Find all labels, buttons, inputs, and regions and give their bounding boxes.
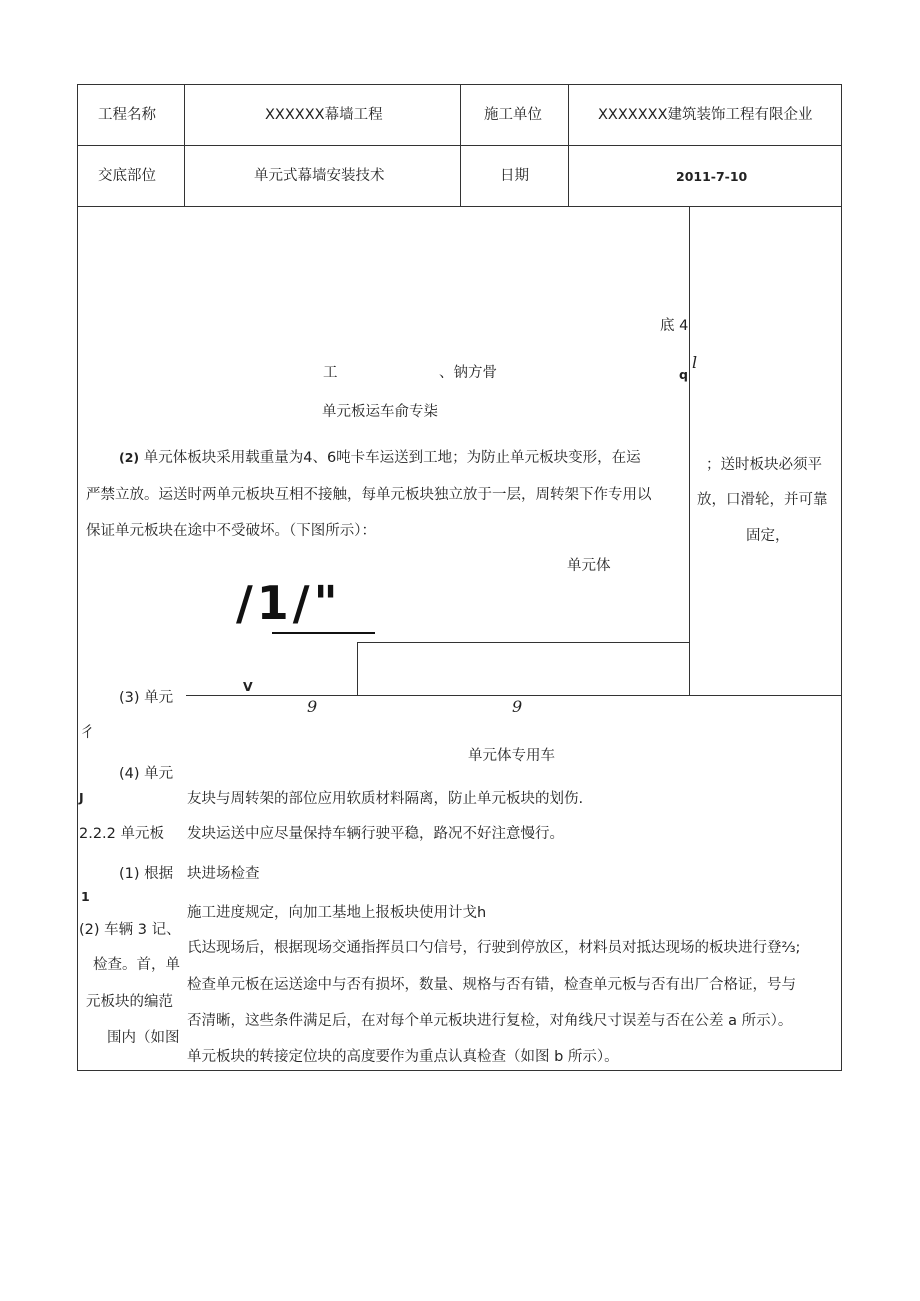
para2-line3: 保证单元板块在途中不受破坏。（下图所示）： xyxy=(86,523,376,539)
para4: (4) 单元 xyxy=(119,766,174,782)
table-border-right xyxy=(841,84,842,1071)
fragment-di4: 底 4 xyxy=(660,318,689,334)
text-height: 单元板块的转接定位块的高度要作为重点认真检查（如图 b 所示）。 xyxy=(187,1049,619,1065)
date-value: 2011-7-10 xyxy=(676,169,748,184)
text-schedule: 施工进度规定，向加工基地上报板块使用计戈h xyxy=(187,905,487,921)
col-divider-1 xyxy=(184,84,185,206)
para2-line1 xyxy=(119,449,641,467)
fragment-1: 1 xyxy=(81,889,90,904)
text-soft-material: 友块与周转架的部位应用软质材料隔离，防止单元板块的划伤. xyxy=(187,791,584,807)
contractor-value: XXXXXXX建筑装饰工程有限企业 xyxy=(598,107,813,123)
caption-unit-car: 单元体专用车 xyxy=(468,748,555,764)
text-check-damage: 检查单元板在运送途中与否有损坏，数量、规格与否有错，检查单元板与否有出厂合格证，号与 xyxy=(187,977,796,993)
table-border-bottom xyxy=(77,1070,842,1071)
side-note-line1: ；送时板块必须平 xyxy=(706,457,822,473)
left-check: 检查。首，单 xyxy=(93,957,180,973)
fragment-yi: 彳 xyxy=(80,725,95,741)
fragment-slash: l xyxy=(692,353,698,372)
text-clear: 否清晰，这些条件满足后，在对每个单元板块进行复检，对角线尺寸误差与否在公差 a 所示）。 xyxy=(187,1013,793,1029)
left-range: 围内（如图 xyxy=(107,1030,180,1046)
mark-9b: 9 xyxy=(512,697,523,716)
para2-number: (2) xyxy=(119,450,140,465)
text-arrive: 氏达现场后，根据现场交通指挥员口勺信号，行驶到停放区，材料员对抵达现场的板块进行登⅔; xyxy=(187,940,801,956)
left-numbering: 元板块的编范 xyxy=(86,994,173,1010)
mark-v: V xyxy=(243,679,253,694)
fragment-gong: 工 xyxy=(323,365,338,381)
col-divider-2 xyxy=(460,84,461,206)
location-label: 交底部位 xyxy=(98,168,156,184)
para-1-lead: (1) 根据 xyxy=(119,866,174,882)
row-divider-2 xyxy=(77,206,842,207)
contractor-label: 施工单位 xyxy=(484,107,542,123)
text-site-check: 块进场检查 xyxy=(187,866,260,882)
figure-vertical-line xyxy=(689,206,690,696)
para2-line2: 严禁立放。运送时两单元板块互相不接触，每单元板块独立放于一层，周转架下作专用以 xyxy=(86,487,652,503)
para3: (3) 单元 xyxy=(119,690,174,706)
handwriting-underline xyxy=(272,632,375,634)
section-222: 2.2.2 单元板 xyxy=(79,826,165,842)
col-divider-3 xyxy=(568,84,569,206)
figure-box-top xyxy=(357,642,690,643)
fragment-q: q xyxy=(679,367,688,382)
handwriting-mark: /1/" xyxy=(236,576,342,630)
table-border-left xyxy=(77,84,78,1071)
figure-box-left xyxy=(357,642,358,696)
project-name-label: 工程名称 xyxy=(98,107,156,123)
para2-text-line1: 单元体板块采用载重量为4、6吨卡车运送到工地；为防止单元板块变形，在运 xyxy=(143,450,641,466)
mark-9a: 9 xyxy=(307,697,318,716)
caption-transport: 单元板运车俞专柒 xyxy=(322,404,438,420)
figure-base-line xyxy=(186,695,842,696)
location-value: 单元式幕墙安装技术 xyxy=(254,168,385,184)
side-note-line2: 放，口滑轮，并可靠 xyxy=(697,492,828,508)
side-note-line3: 固定， xyxy=(746,528,790,544)
fragment-nafanggu: 、钠方骨 xyxy=(439,365,497,381)
fragment-j: J xyxy=(79,790,84,805)
project-name-value: XXXXXX幕墙工程 xyxy=(265,107,383,123)
para-2-lead: (2) 车辆 3 记、 xyxy=(79,922,181,938)
label-unit-body: 单元体 xyxy=(567,558,611,574)
text-drive-smooth: 发块运送中应尽量保持车辆行驶平稳，路况不好注意慢行。 xyxy=(187,826,564,842)
date-label: 日期 xyxy=(500,168,529,184)
